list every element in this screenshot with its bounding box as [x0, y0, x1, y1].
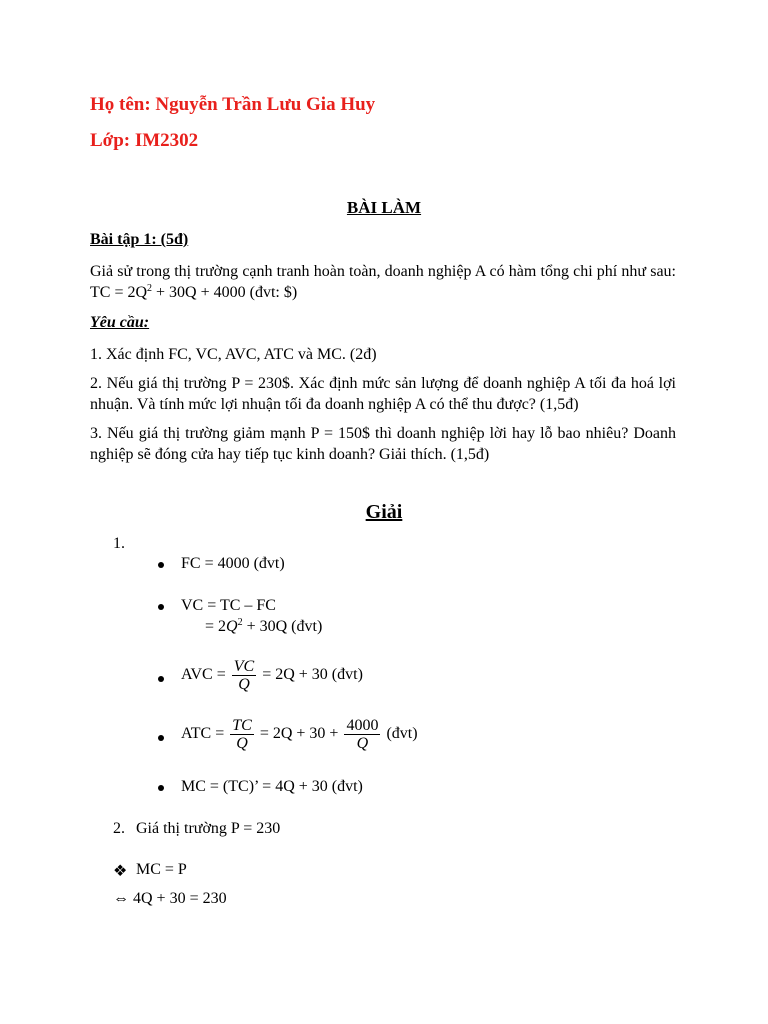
bullet-icon	[158, 604, 164, 610]
atc-numerator: TC	[232, 717, 252, 734]
avc-formula	[181, 658, 363, 693]
mc-formula: MC = (TC)’ = 4Q + 30 (đvt)	[181, 778, 363, 795]
avc-denominator: Q	[238, 676, 250, 693]
statement-exponent: 2	[147, 283, 153, 294]
atc-fraction-2	[344, 717, 380, 752]
part2-number: 2.	[113, 820, 125, 837]
avc-label: AVC =	[181, 666, 226, 684]
fc-formula: FC = 4000 (đvt)	[181, 555, 285, 572]
document-title: BÀI LÀM	[346, 198, 422, 217]
requirement-2: 2. Nếu giá thị trường P = 230$. Xác định mức sản lượng để doanh nghiệp A tối đa hoá lợi nhuận. Và tính mức lợi nhuận tối đa doanh nghiệp A có thể thu được? (1,5đ)	[90, 375, 676, 413]
equivalence-arrow-icon: ⇔	[113, 890, 129, 907]
part2-text: Giá thị trường P = 230	[136, 820, 281, 837]
student-name: Họ tên: Nguyễn Trần Lưu Gia Huy	[90, 94, 376, 115]
atc-numerator-2: 4000	[346, 717, 379, 734]
vc-eq-prefix: = 2	[205, 618, 227, 635]
equation-line: 4Q + 30 = 230	[133, 890, 227, 907]
statement-text-2: + 30Q + 4000 (đvt: $)	[152, 284, 298, 301]
atc-label: ATC =	[181, 725, 225, 743]
exercise-heading: Bài tập 1: (5đ)	[90, 231, 189, 248]
vc-formula-line1: VC = TC – FC	[181, 597, 276, 614]
requirements-label: Yêu cầu:	[90, 314, 150, 331]
diamond-icon: ❖	[113, 863, 128, 880]
atc-fraction	[230, 717, 254, 752]
requirement-1: 1. Xác định FC, VC, AVC, ATC và MC. (2đ)	[90, 346, 377, 363]
requirement-3: 3. Nếu giá thị trường giảm mạnh P = 150$ thì doanh nghiệp lời hay lỗ bao nhiêu? Doanh nghiệp sẽ đóng cửa hay tiếp tục kinh doanh? Giải thích. (1,5đ)	[90, 425, 676, 463]
atc-unit: (đvt)	[386, 725, 418, 743]
bullet-icon	[158, 785, 164, 791]
mc-equals-p: MC = P	[136, 861, 187, 878]
atc-denominator-2: Q	[356, 735, 369, 752]
vc-variable: Q	[226, 618, 238, 635]
bullet-icon	[158, 735, 164, 741]
vc-exponent: 2	[237, 617, 243, 628]
statement-text-1: Giả sử trong thị trường cạnh tranh hoàn toàn, doanh nghiệp A có hàm tổng chi phí như sau: TC = 2Q	[90, 263, 676, 301]
atc-denominator: Q	[236, 735, 248, 752]
bullet-icon	[158, 676, 164, 682]
avc-numerator: VC	[233, 658, 255, 675]
student-class: Lớp: IM2302	[90, 130, 199, 151]
vc-eq-suffix: + 30Q (đvt)	[242, 618, 323, 635]
exercise-statement	[90, 261, 676, 303]
bullet-icon	[158, 562, 164, 568]
atc-middle: = 2Q + 30 +	[259, 725, 339, 743]
vc-formula-line2	[205, 618, 322, 636]
avc-fraction	[232, 658, 256, 693]
atc-formula	[181, 717, 418, 752]
part1-number: 1.	[113, 535, 125, 552]
avc-result: = 2Q + 30 (đvt)	[262, 666, 363, 684]
solution-heading: Giải	[365, 501, 403, 523]
